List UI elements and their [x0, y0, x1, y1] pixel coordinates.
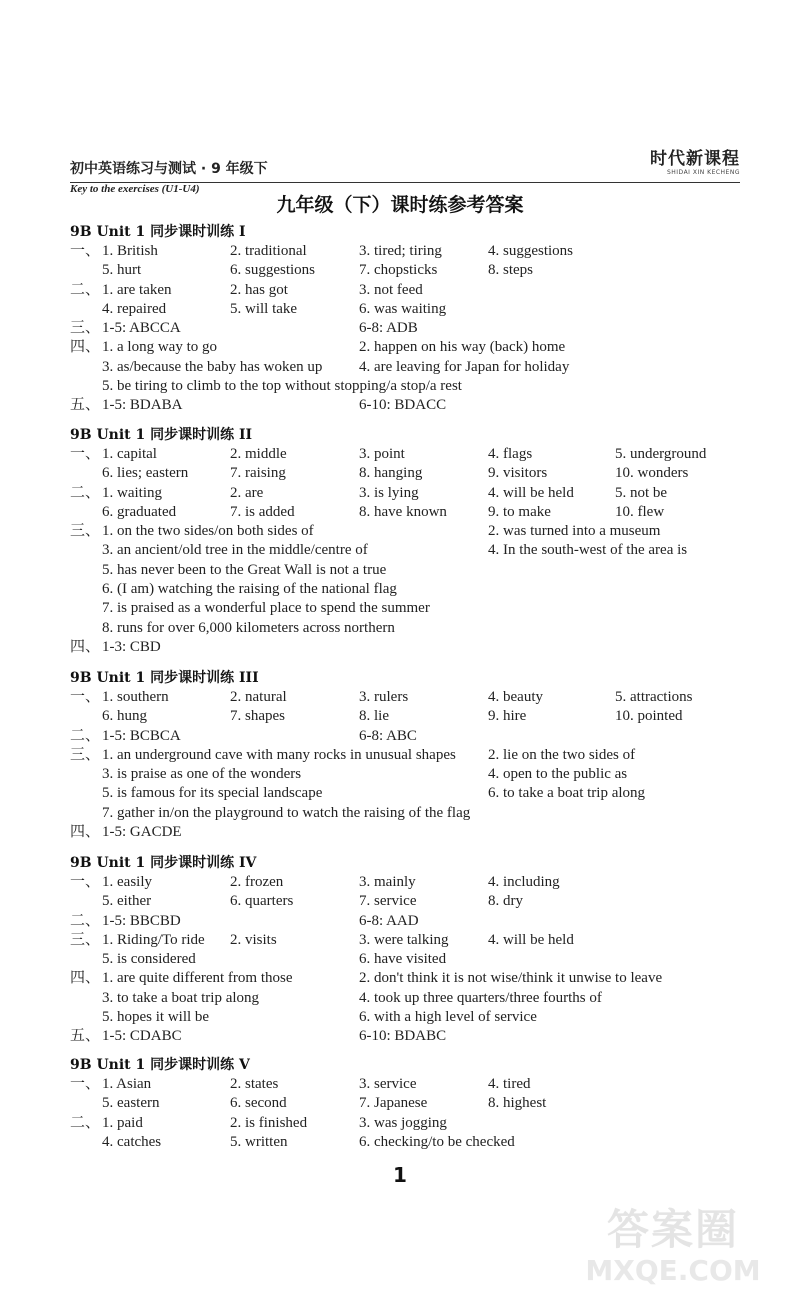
answer-row: [70, 873, 760, 892]
answer-item: 6. second: [230, 1095, 287, 1112]
answer-item: 4. beauty: [488, 689, 543, 705]
answer-item: 3. is lying: [359, 484, 419, 501]
answer-row: [70, 1027, 760, 1046]
answer-item: 7. Japanese: [359, 1095, 428, 1112]
answer-item: 1. paid: [102, 1114, 143, 1131]
answer-row: [70, 1008, 760, 1027]
answer-item: 6. to take a boat trip along: [488, 785, 646, 802]
answer-item: 8. highest: [488, 1095, 547, 1112]
question-group-label: 一、: [70, 243, 101, 259]
section-title: 9B Unit 1 同步课时训练 IV: [70, 855, 257, 871]
answer-row: [70, 746, 760, 765]
answer-item: 2. don't think it is not wise/think it unwise to leave: [359, 970, 663, 987]
answer-item: 6-10: BDABC: [359, 1028, 447, 1045]
answer-item: 4. In the south-west of the area is: [488, 542, 688, 559]
answer-item: 1. an underground cave with many rocks in unusual shapes: [102, 746, 456, 763]
answer-item: 8. have known: [359, 503, 447, 520]
answer-item: 8. steps: [488, 262, 533, 279]
answer-section: [70, 853, 760, 1047]
answer-item: 2. is finished: [230, 1114, 308, 1131]
section-title: 9B Unit 1 同步课时训练 III: [70, 670, 259, 686]
answer-item: 4. will be held: [488, 484, 574, 501]
answer-row: [70, 804, 760, 823]
section-title: 9B Unit 1 同步课时训练 II: [70, 427, 253, 443]
answer-row: [70, 950, 760, 969]
answer-item: 10. flew: [615, 503, 665, 520]
question-group-label: 一、: [70, 689, 101, 705]
answer-item: 6. quarters: [230, 893, 294, 910]
answer-item: 3. were talking: [359, 931, 449, 948]
answer-item: 8. hanging: [359, 465, 423, 482]
answer-item: 4. catches: [102, 1133, 162, 1150]
answer-item: 6. graduated: [102, 503, 177, 520]
answer-item: 2. traditional: [230, 243, 307, 259]
answer-section: [70, 668, 760, 842]
answer-item: 5. is famous for its special landscape: [102, 785, 323, 802]
answer-item: 2. has got: [230, 281, 288, 298]
answer-item: 3. service: [359, 1076, 417, 1092]
question-group-label: 一、: [70, 874, 101, 890]
watermark-url: MXQE.COM: [585, 1254, 761, 1287]
question-group-label: 四、: [70, 339, 101, 356]
question-group-label: 二、: [70, 727, 101, 744]
answer-item: 6. with a high level of service: [359, 1009, 537, 1026]
answer-item: 1-3: CBD: [102, 638, 161, 655]
answer-item: 7. service: [359, 893, 417, 910]
answer-item: 1. waiting: [102, 484, 162, 501]
section-title: 9B Unit 1 同步课时训练 I: [70, 224, 246, 240]
answer-item: 1-5: BDABA: [102, 397, 183, 414]
answer-row: [70, 338, 760, 357]
answer-item: 2. happen on his way (back) home: [359, 339, 566, 356]
answer-item: 3. an ancient/old tree in the middle/centre of: [102, 542, 368, 559]
brand-logo: [650, 150, 740, 176]
brand-pinyin: SHIDAI XIN KECHENG: [666, 169, 740, 176]
answer-item: 4. open to the public as: [488, 766, 628, 783]
page-header: [70, 150, 740, 183]
question-group-label: 三、: [70, 931, 101, 948]
answer-row: [70, 823, 760, 842]
watermark-logo-text: 答案圈: [606, 1205, 739, 1254]
answer-item: 4. including: [488, 874, 560, 890]
question-group-label: 四、: [70, 824, 101, 841]
question-group-label: 五、: [70, 1028, 101, 1045]
answer-row: [70, 727, 760, 746]
answer-row: [70, 912, 760, 931]
answer-row: [70, 1075, 760, 1094]
question-group-label: 二、: [70, 912, 101, 929]
answer-row: [70, 1114, 760, 1133]
answer-item: 6-10: BDACC: [359, 397, 447, 414]
answer-item: 6. hung: [102, 708, 147, 725]
answer-row: [70, 464, 760, 483]
answer-item: 6. suggestions: [230, 262, 316, 279]
answer-item: 1. British: [102, 243, 158, 259]
answer-row: [70, 619, 760, 638]
answer-item: 1. Asian: [102, 1076, 152, 1092]
answer-row: [70, 503, 760, 522]
answer-item: 5. will take: [230, 300, 298, 317]
answer-item: 6-8: ABC: [359, 727, 417, 744]
answer-item: 4. suggestions: [488, 243, 574, 259]
answer-item: 6. was waiting: [359, 300, 447, 317]
brand-name: 时代新课程: [650, 149, 740, 169]
answer-item: 9. hire: [488, 708, 527, 725]
question-group-label: 四、: [70, 970, 101, 987]
answer-row: [70, 688, 760, 707]
page-number: 1: [393, 1163, 407, 1187]
answer-section: [70, 1055, 760, 1152]
answer-item: 4. tired: [488, 1076, 531, 1092]
answer-item: 2. frozen: [230, 874, 284, 890]
answer-row: [70, 784, 760, 803]
answer-row: [70, 765, 760, 784]
answer-item: 5. eastern: [102, 1095, 160, 1112]
answer-item: 3. to take a boat trip along: [102, 989, 260, 1006]
question-group-label: 二、: [70, 484, 101, 501]
answer-item: 3. not feed: [359, 281, 423, 298]
answer-row: [70, 580, 760, 599]
answer-row: [70, 281, 760, 300]
answer-item: 10. pointed: [615, 708, 683, 725]
answer-row: [70, 599, 760, 618]
question-group-label: 一、: [70, 1076, 101, 1092]
key-subtitle: Key to the exercises (U1-U4): [70, 183, 200, 195]
answer-item: 1-5: BCBCA: [102, 727, 181, 744]
answer-row: [70, 261, 760, 280]
answer-item: 1. a long way to go: [102, 339, 217, 356]
answer-item: 1-5: ABCCA: [102, 320, 181, 337]
watermark-logo: [578, 1205, 768, 1295]
answer-row: [70, 445, 760, 464]
answer-item: 8. lie: [359, 708, 389, 725]
answer-row: [70, 484, 760, 503]
answer-item: 6-8: AAD: [359, 912, 419, 929]
answer-row: [70, 541, 760, 560]
answer-item: 6. lies; eastern: [102, 465, 189, 482]
question-group-label: 三、: [70, 523, 101, 540]
answer-row: [70, 969, 760, 988]
answer-item: 1. are taken: [102, 281, 172, 298]
answer-row: [70, 522, 760, 541]
answer-item: 7. is added: [230, 503, 295, 520]
answer-item: 3. mainly: [359, 874, 416, 890]
question-group-label: 四、: [70, 638, 101, 655]
question-group-label: 二、: [70, 281, 101, 298]
answer-item: 4. are leaving for Japan for holiday: [359, 358, 570, 375]
answer-item: 2. are: [230, 484, 264, 501]
answer-row: [70, 319, 760, 338]
question-group-label: 三、: [70, 746, 101, 763]
answer-item: 1. Riding/To ride: [102, 931, 205, 948]
answer-item: 5. be tiring to climb to the top without stopping/a stop/a rest: [102, 378, 462, 395]
answer-item: 6. checking/to be checked: [359, 1133, 515, 1150]
answer-row: [70, 300, 760, 319]
answer-item: 8. dry: [488, 893, 523, 910]
answer-item: 2. states: [230, 1076, 279, 1092]
answer-item: 1-5: CDABC: [102, 1028, 182, 1045]
answer-section: [70, 222, 760, 416]
answer-item: 8. runs for over 6,000 kilometers across northern: [102, 619, 395, 636]
answer-item: 5. hurt: [102, 262, 142, 279]
answer-item: 3. point: [359, 446, 405, 462]
answer-item: 7. chopsticks: [359, 262, 438, 279]
section-title: 9B Unit 1 同步课时训练 V: [70, 1057, 250, 1073]
answer-row: [70, 242, 760, 261]
answer-item: 7. shapes: [230, 708, 285, 725]
answer-item: 4. repaired: [102, 300, 167, 317]
answer-item: 5. attractions: [615, 689, 693, 705]
answer-row: [70, 1133, 760, 1152]
answer-item: 7. gather in/on the playground to watch the raising of the flag: [102, 804, 471, 821]
answer-row: [70, 892, 760, 911]
answer-item: 5. is considered: [102, 951, 196, 968]
answer-item: 10. wonders: [615, 465, 689, 482]
answer-item: 1. are quite different from those: [102, 970, 293, 987]
answer-item: 1-5: GACDE: [102, 824, 182, 841]
answer-item: 2. lie on the two sides of: [488, 746, 636, 763]
answer-item: 5. not be: [615, 484, 668, 501]
answer-item: 3. tired; tiring: [359, 243, 442, 259]
answer-item: 5. hopes it will be: [102, 1009, 210, 1026]
answer-item: 2. natural: [230, 689, 287, 705]
question-group-label: 五、: [70, 397, 101, 414]
answer-item: 9. to make: [488, 503, 551, 520]
question-group-label: 一、: [70, 446, 101, 462]
answer-item: 3. rulers: [359, 689, 409, 705]
answer-item: 5. has never been to the Great Wall is not a true: [102, 561, 387, 578]
answer-row: [70, 396, 760, 415]
document-title: 九年级（下）课时练参考答案: [276, 194, 524, 216]
answer-row: [70, 1094, 760, 1113]
answer-item: 1. southern: [102, 689, 169, 705]
answer-item: 7. raising: [230, 465, 286, 482]
answer-row: [70, 638, 760, 657]
answer-item: 3. is praise as one of the wonders: [102, 766, 302, 783]
answer-item: 9. visitors: [488, 465, 548, 482]
answer-item: 6. (I am) watching the raising of the national flag: [102, 581, 397, 598]
answer-item: 1. on the two sides/on both sides of: [102, 523, 314, 540]
question-group-label: 三、: [70, 320, 101, 337]
answer-item: 1. easily: [102, 874, 152, 890]
answer-item: 5. either: [102, 893, 152, 910]
answer-row: [70, 707, 760, 726]
answer-item: 2. middle: [230, 446, 287, 462]
answer-item: 3. as/because the baby has woken up: [102, 358, 323, 375]
book-title: 初中英语练习与测试 · 9 年级下: [70, 161, 268, 177]
answer-item: 1-5: BBCBD: [102, 912, 181, 929]
answer-item: 7. is praised as a wonderful place to spend the summer: [102, 600, 430, 617]
answer-item: 4. took up three quarters/three fourths of: [359, 989, 602, 1006]
answer-row: [70, 561, 760, 580]
answer-item: 2. was turned into a museum: [488, 523, 661, 540]
answer-row: [70, 931, 760, 950]
answer-item: 5. underground: [615, 446, 707, 462]
answer-item: 5. written: [230, 1133, 288, 1150]
answer-item: 6-8: ADB: [359, 320, 418, 337]
answer-row: [70, 358, 760, 377]
answer-item: 1. capital: [102, 446, 157, 462]
answer-item: 2. visits: [230, 931, 277, 948]
answer-item: 4. will be held: [488, 931, 574, 948]
question-group-label: 二、: [70, 1114, 101, 1131]
answer-row: [70, 989, 760, 1008]
answer-item: 4. flags: [488, 446, 533, 462]
answer-section: [70, 425, 760, 657]
answer-item: 6. have visited: [359, 951, 447, 968]
answer-item: 3. was jogging: [359, 1114, 447, 1131]
answer-row: [70, 377, 760, 396]
